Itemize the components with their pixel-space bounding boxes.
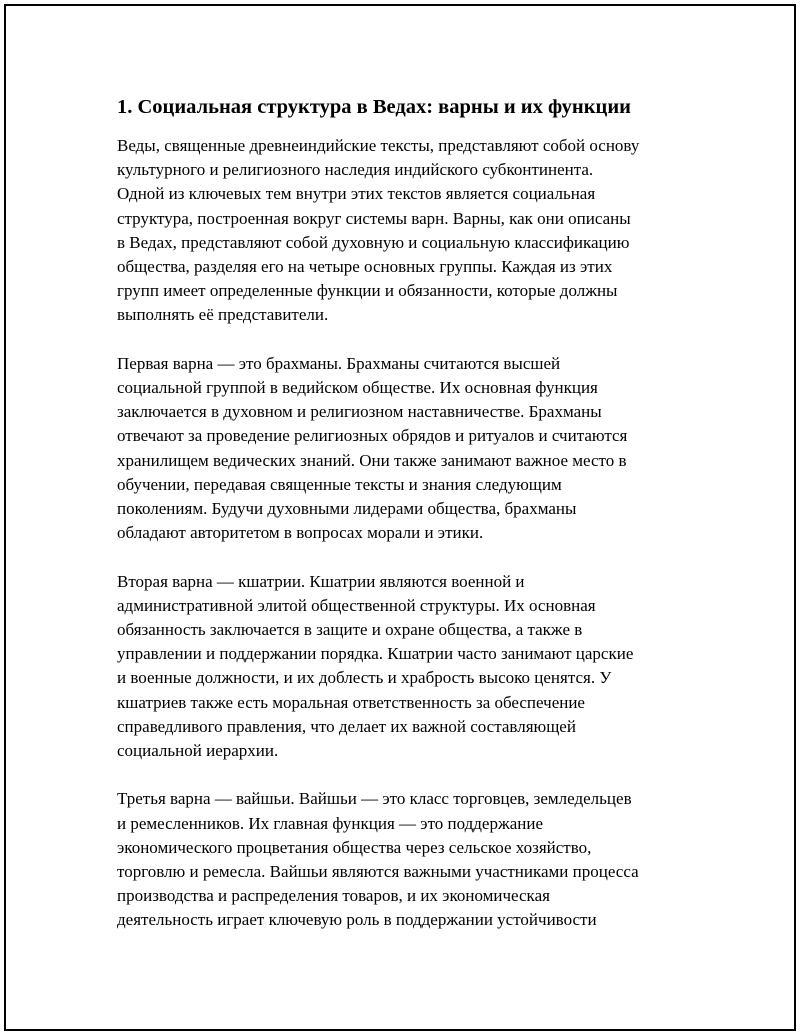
text-line: кшатриев также есть моральная ответственность за обеспечение: [117, 692, 585, 712]
text-line: Третья варна — вайшьи. Вайшьи — это класс торговцев, земледельцев: [117, 789, 632, 809]
section-heading: 1. Социальная структура в Ведах: варны и их функции: [117, 96, 631, 118]
text-line: торговлю и ремесла. Вайшьи являются важными участниками процесса: [117, 862, 639, 882]
paragraph-gap: [117, 328, 687, 352]
paragraph-brahmins: [117, 352, 687, 546]
text-line: производства и распределения товаров, и их экономическая: [117, 886, 550, 906]
paragraph-kshatriyas: [117, 570, 687, 764]
text-line: структура, построенная вокруг системы варн. Варны, как они описаны: [117, 208, 631, 228]
document-body: [117, 92, 687, 933]
text-line: в Ведах, представляют собой духовную и социальную классификацию: [117, 232, 630, 252]
paragraph-gap: [117, 545, 687, 569]
text-line: общества, разделяя его на четыре основных группы. Каждая из этих: [117, 257, 613, 277]
text-line: и ремесленников. Их главная функция — это поддержание: [117, 813, 544, 833]
text-line: культурного и религиозного наследия индийского субконтинента.: [117, 160, 594, 180]
text-line: заключается в духовном и религиозном наставничестве. Брахманы: [117, 402, 602, 422]
text-line: отвечают за проведение религиозных обрядов и ритуалов и считаются: [117, 426, 628, 446]
text-line: поколениям. Будучи духовными лидерами общества, брахманы: [117, 499, 577, 519]
text-line: Одной из ключевых тем внутри этих текстов является социальная: [117, 184, 596, 204]
paragraph-vaishyas: [117, 787, 687, 932]
paragraph-gap: [117, 763, 687, 787]
paragraph-intro: [117, 134, 687, 328]
text-line: обладают авторитетом в вопросах морали и этики.: [117, 523, 484, 543]
text-line: справедливого правления, что делает их важной составляющей: [117, 716, 576, 736]
text-line: административной элитой общественной структуры. Их основная: [117, 595, 596, 615]
text-line: социальной группой в ведийском обществе. Их основная функция: [117, 378, 598, 398]
text-line: деятельность играет ключевую роль в поддержании устойчивости: [117, 910, 597, 930]
text-line: хранилищем ведических знаний. Они также занимают важное место в: [117, 450, 627, 470]
text-line: социальной иерархии.: [117, 741, 279, 761]
text-line: и военные должности, и их доблесть и храбрость высоко ценятся. У: [117, 668, 612, 688]
text-line: выполнять её представители.: [117, 305, 329, 325]
text-line: Первая варна — это брахманы. Брахманы считаются высшей: [117, 353, 561, 373]
text-line: Веды, священные древнеиндийские тексты, представляют собой основу: [117, 136, 640, 155]
text-line: управлении и поддержании порядка. Кшатрии часто занимают царские: [117, 644, 634, 664]
text-line: Вторая варна — кшатрии. Кшатрии являются военной и: [117, 571, 525, 591]
text-line: групп имеет определенные функции и обязанности, которые должны: [117, 281, 618, 301]
text-line: экономического процветания общества через сельское хозяйство,: [117, 837, 592, 857]
text-line: обязанность заключается в защите и охране общества, а также в: [117, 620, 583, 640]
text-line: обучении, передавая священные тексты и знания следующим: [117, 474, 562, 494]
